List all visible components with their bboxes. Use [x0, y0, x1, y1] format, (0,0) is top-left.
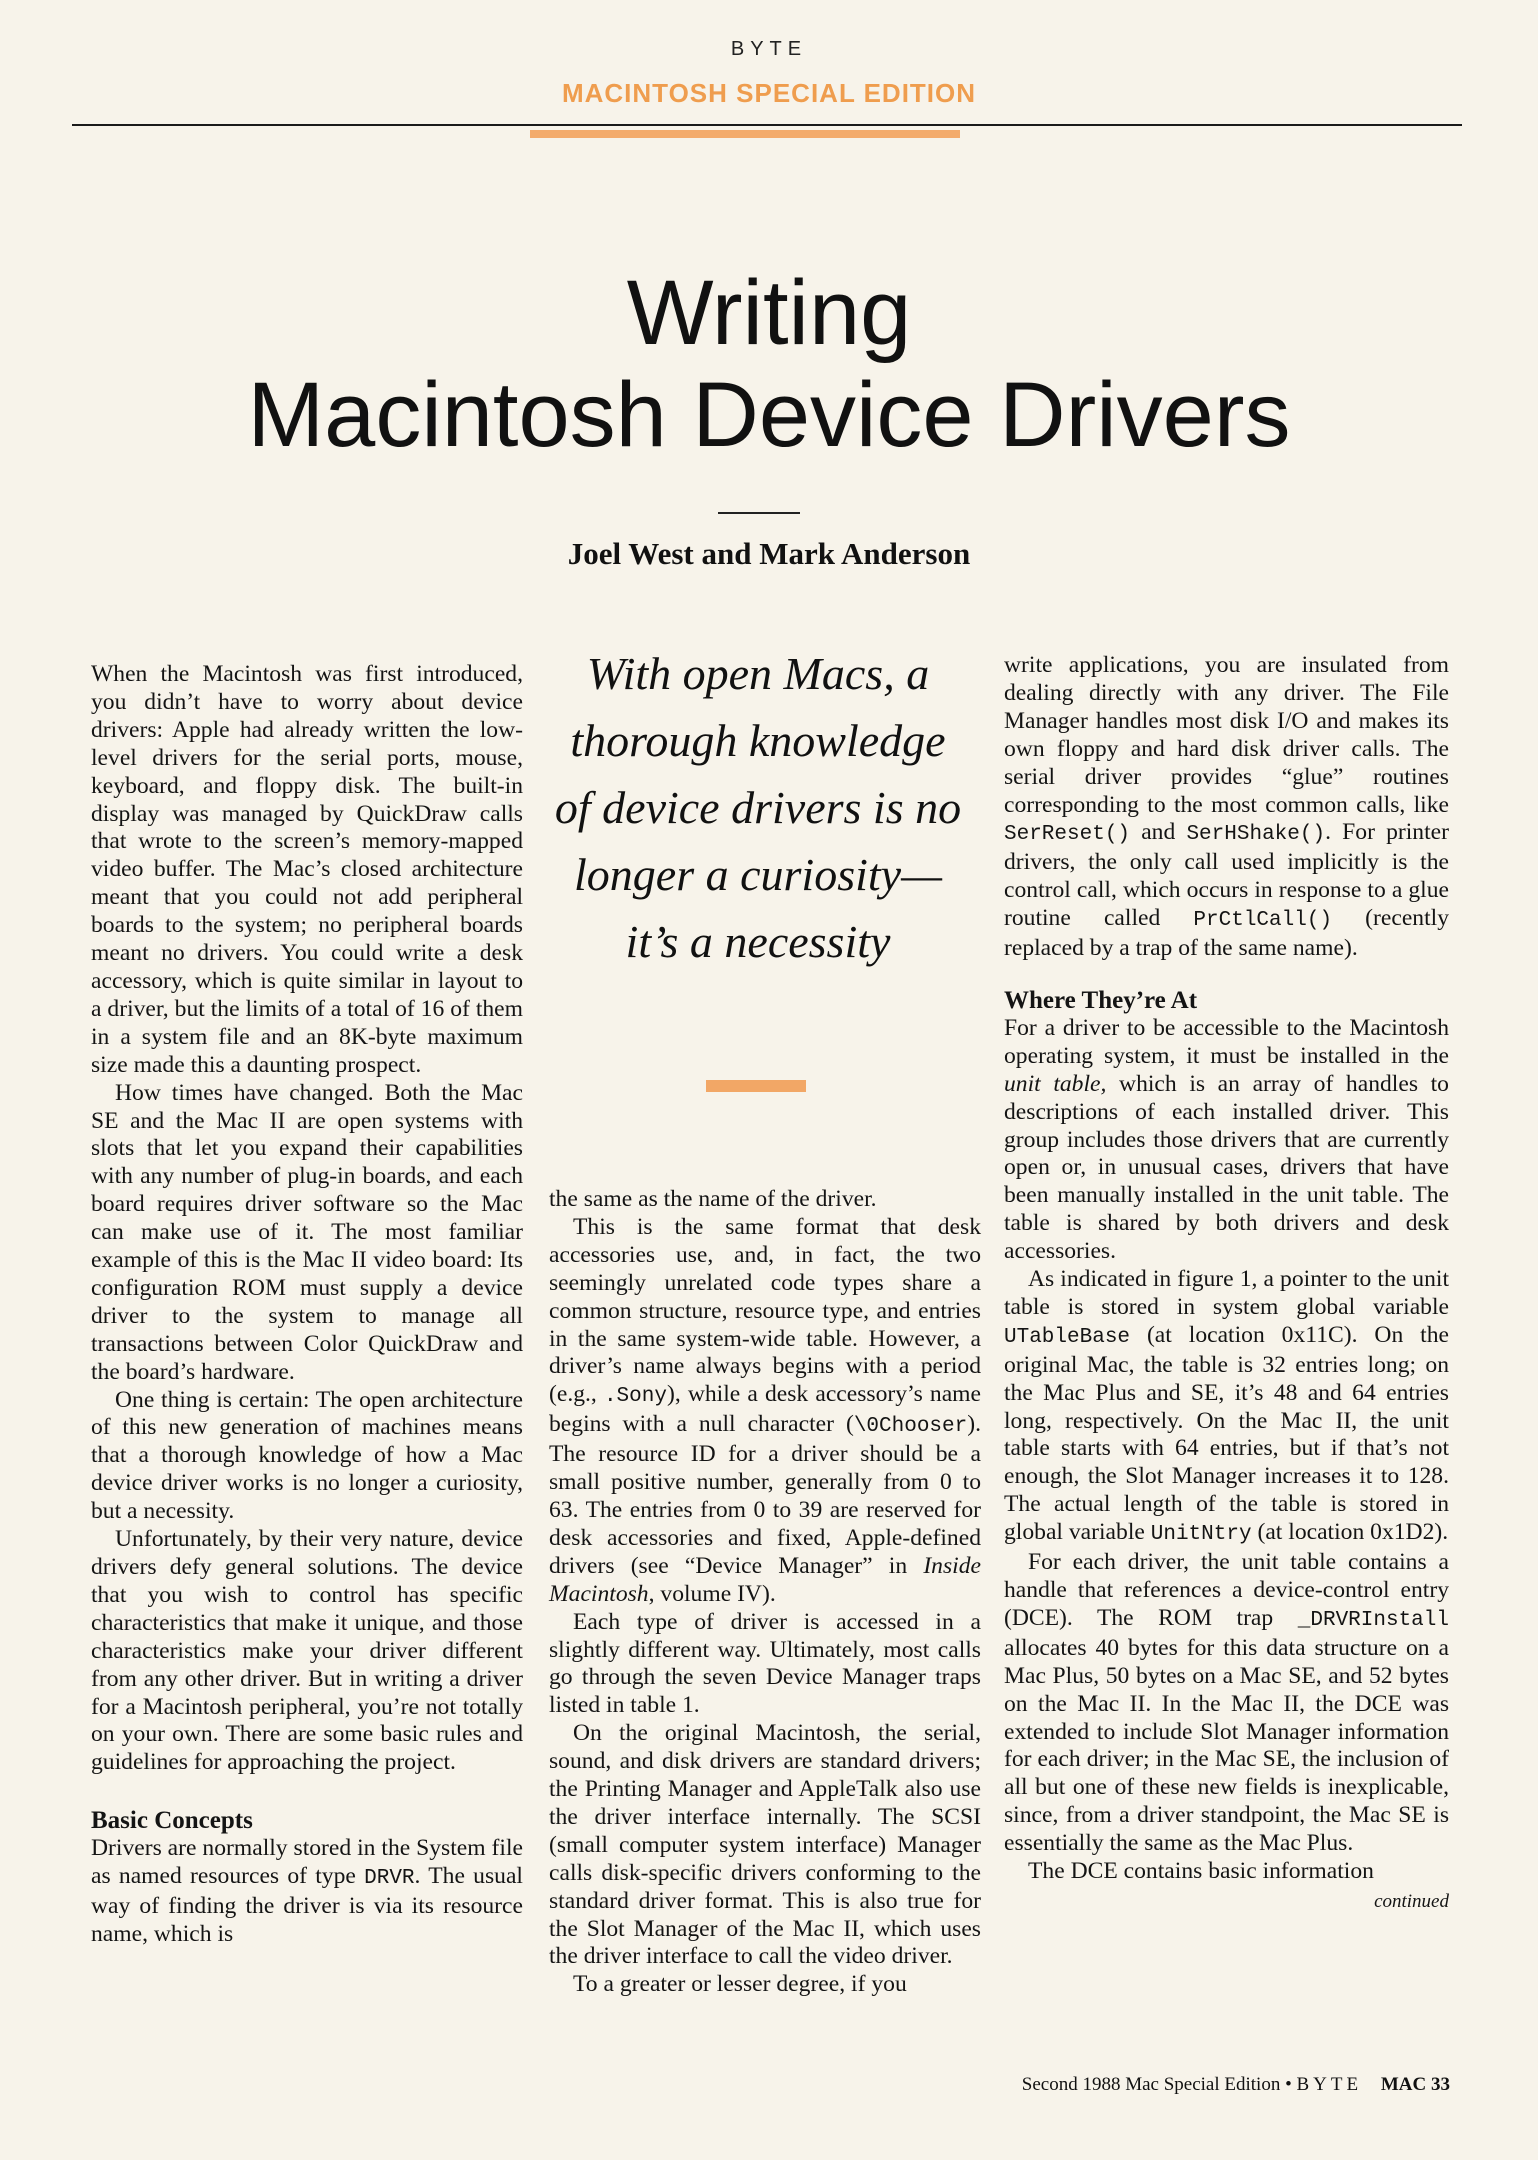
paragraph: Unfortunately, by their very nature, device drivers defy general solutions. The device that you wish to control has specific characteristics that make it unique, and those characteristics make your driver different from any other driver. But in writing a driver for a Macintosh peripheral, you’re not totally on your own. There are some basic rules and guidelines for approaching the project.: [91, 1526, 523, 1776]
text-run: which is an array of handles to descriptions of each installed driver. This group includes those drivers that are currently open or, in unusual cases, drivers that have been manually installed in the unit table. The table is shared by both drivers and desk accessories.: [1004, 1070, 1449, 1265]
emphasis: unit table,: [1004, 1070, 1107, 1097]
code-text: SerHShake(): [1186, 823, 1326, 847]
paragraph: the same as the name of the driver.: [549, 1186, 877, 1212]
paragraph: How times have changed. Both the Mac SE and the Mac II are open systems with slots that let you expand their capabilities with any number of plug-in boards, and each board requires driver software so the Mac can make use of it. The most familiar example of this is the Mac II video board: Its configuration ROM must supply a device driver to the system to manage all transactions between Color QuickDraw and the board’s hardware.: [91, 1079, 523, 1385]
text-run: allocates 40 bytes for this data structure on a Mac Plus, 50 bytes on a Mac SE, and 52 bytes on the Mac II. In the Mac II, the DCE was extended to include Slot Manager information for each driver; in the Mac SE, the inclusion of all but one of these new fields is inexplicable, since, from a driver standpoint, the Mac SE is essentially the same as the Mac Plus.: [1004, 1634, 1449, 1857]
text-run: . For printer drivers, the only call used implicitly is the control call, which occurs in response to a glue routine called: [1004, 819, 1449, 932]
paragraph: One thing is certain: The open architecture of this new generation of machines means that a thorough knowledge of how a Mac device driver works is no longer a curiosity, but a necessity.: [91, 1386, 523, 1525]
text-run: (recently replaced by a trap of the same name).: [1004, 905, 1450, 962]
code-text: SerReset(): [1004, 823, 1131, 847]
text-run: (at location 0x11C). On the original Mac, the table is 32 entries long; on the Mac Plus and SE, it’s 48 and 64 entries long, respectively. On the Mac II, the unit table starts with 64 entries, but if that’s not enough, the Slot Manager increases it to 128. The actual length of the table is stored in global variable: [1004, 1321, 1449, 1546]
text-run: . The usual way of finding the driver is via its resource name, which is: [91, 1863, 523, 1947]
text-run: For each driver, the unit table contains a handle that references a device-control entry (DCE). The ROM trap: [1004, 1549, 1449, 1631]
text-run: ). The resource ID for a driver should be a small positive number, generally from 0 to 63. The entries from 0 to 39 are reserved for desk accessories and fixed, Apple-defined drivers (see “Device Manager” in: [549, 1411, 981, 1579]
continued-label: continued: [1374, 1890, 1449, 1912]
text-run: For a driver to be accessible to the Macintosh operating system, it must be installed in the: [1004, 1014, 1449, 1069]
paragraph: [549, 1214, 981, 1609]
text-run: As indicated in figure 1, a pointer to the unit table is stored in system global variable: [1004, 1266, 1449, 1320]
paragraph: To a greater or lesser degree, if you: [573, 1971, 907, 1998]
footer-bullet: •: [1285, 2074, 1292, 2095]
footer-magazine: BYTE: [1296, 2074, 1363, 2095]
paragraph: [1004, 652, 1449, 963]
code-text: UnitNtry: [1150, 1523, 1252, 1547]
column-1: [91, 661, 523, 1949]
column-2: [549, 1186, 981, 1999]
text-run: ), while a desk accessory’s name begins with a null character (: [549, 1381, 981, 1438]
code-text: _DRVRInstall: [1297, 1608, 1449, 1632]
pull-quote-accent-bar: [706, 1080, 806, 1092]
paragraph: On the original Macintosh, the serial, sound, and disk drivers are standard drivers; the Printing Manager and AppleTalk also use the driver interface internally. The SCSI (small computer system interface) Manager calls disk-specific drivers conforming to the standard driver format. This is also true for the Slot Manager of the Mac II, which uses the driver interface to call the video driver.: [549, 1720, 981, 1970]
article-title: [0, 262, 1538, 466]
masthead-edition: MACINTOSH SPECIAL EDITION: [561, 78, 977, 108]
code-text: \0Chooser: [853, 1415, 968, 1439]
title-line-2: Macintosh Device Drivers: [247, 364, 1291, 466]
book-title: Inside Macintosh: [549, 1552, 981, 1607]
paragraph: [1004, 1015, 1449, 1266]
paragraph: [1004, 1266, 1449, 1549]
code-text: DRVR: [364, 1867, 415, 1891]
section-heading: Basic Concepts: [91, 1807, 253, 1835]
masthead-rule: [72, 124, 1462, 126]
paragraph: The DCE contains basic information: [1028, 1858, 1374, 1885]
text-run: Drivers are normally stored in the System file as named resources of type: [91, 1835, 523, 1890]
text-run: (at location 0x1D2).: [1251, 1519, 1449, 1546]
text-run: , volume IV).: [648, 1580, 776, 1607]
code-text: .Sony: [603, 1385, 667, 1409]
masthead-accent-bar: [530, 130, 960, 138]
masthead-magazine: BYTE: [730, 38, 808, 60]
paragraph: Each type of driver is accessed in a slightly different way. Ultimately, most calls go through the seven Device Manager traps listed in table 1.: [549, 1608, 981, 1719]
title-line-1: Writing: [626, 262, 912, 364]
text-run: and: [1130, 819, 1187, 846]
byline: Joel West and Mark Anderson: [567, 536, 971, 571]
page-footer: [1022, 2074, 1450, 2096]
text-run: This is the same format that desk accessories use, and, in fact, the two seemingly unrelated code types share a common structure, resource type, and entries in the same system-wide table. However, a driver’s name always begins with a period (e.g.,: [549, 1213, 981, 1408]
pull-quote: With open Macs, a thorough knowledge of device drivers is no longer a curiosity—it’s a necessity: [554, 648, 962, 967]
column-3: [1004, 652, 1449, 1916]
paragraph: When the Macintosh was first introduced, you didn’t have to worry about device drivers: Apple had already written the low-level drivers for the serial ports, mouse, keyboard, and floppy disk. The built-in display was managed by QuickDraw calls that wrote to the screen’s memory-mapped video buffer. The Mac’s closed architecture meant that you could not add peripheral boards to the system; no peripheral boards meant no drivers. You could write a desk accessory, which is quite similar in layout to a driver, but the limits of a total of 16 of them in a system file and an 8K-byte maximum size made this a daunting prospect.: [91, 661, 523, 1078]
page-number: MAC 33: [1380, 2074, 1450, 2095]
text-run: write applications, you are insulated from dealing directly with any driver. The File Manager handles most disk I/O and makes its own floppy and hard disk driver calls. The serial driver provides “glue” routines corresponding to the most common calls, like: [1004, 652, 1449, 818]
section-heading: Where They’re At: [1004, 986, 1198, 1014]
paragraph: [1004, 1549, 1449, 1858]
title-divider: [718, 512, 800, 514]
code-text: PrCtlCall(): [1193, 909, 1333, 933]
code-text: UTableBase: [1004, 1325, 1131, 1349]
paragraph: [91, 1835, 523, 1949]
footer-issue: Second 1988 Mac Special Edition: [1021, 2074, 1281, 2095]
